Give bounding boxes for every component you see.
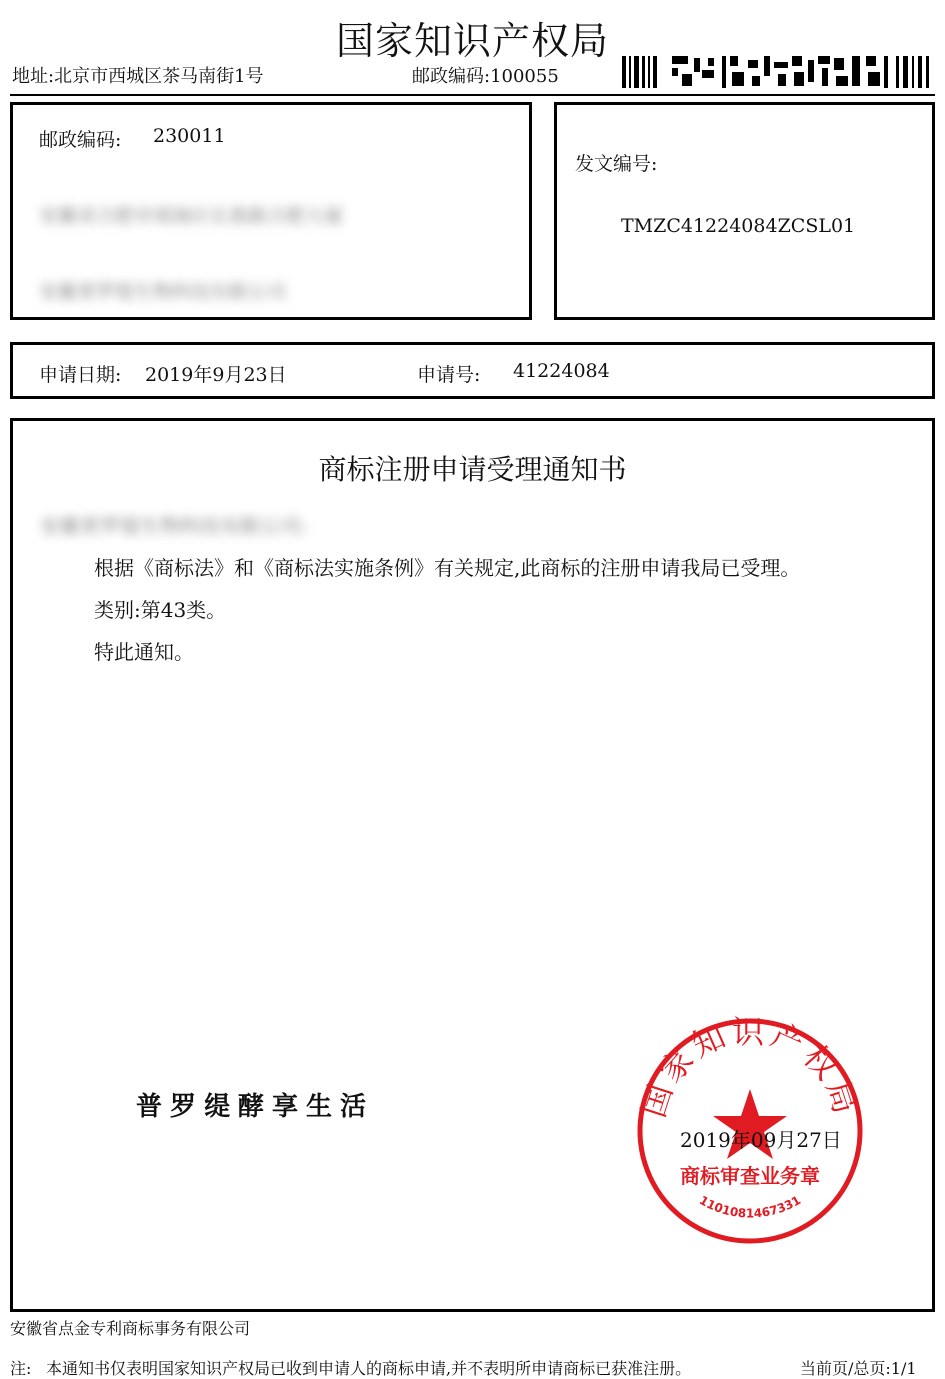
notice-title: 商标注册申请受理通知书: [318, 453, 627, 486]
recipient-postal-value: 230011: [153, 125, 226, 147]
application-date-label: 申请日期:: [39, 364, 122, 386]
header-postal: 邮政编码:100055: [412, 66, 559, 87]
application-date-value: 2019年9月23日: [145, 364, 287, 386]
seal-code: 1101081467331: [696, 1192, 804, 1221]
header-divider: [10, 94, 935, 96]
doc-number-value: TMZC41224084ZCSL01: [621, 215, 856, 237]
recipient-name: 安徽普罗缇生物科技有限公司: [39, 281, 287, 303]
trademark-text: 普罗缇酵享生活: [136, 1092, 375, 1122]
doc-number-label: 发文编号:: [575, 153, 658, 175]
seal-bottom-text: 商标审查业务章: [680, 1164, 820, 1188]
notice-closing: 特此通知。: [94, 640, 194, 664]
seal-top-text: 国家知识产权局: [634, 1015, 866, 1122]
doc-number-box: [554, 102, 935, 320]
notice-date: 2019年09月27日: [680, 1128, 842, 1152]
notice-category: 类别:第43类。: [94, 598, 227, 622]
application-number-label: 申请号:: [417, 364, 481, 386]
footer-agency: 安徽省点金专利商标事务有限公司: [10, 1319, 251, 1338]
application-box: [10, 342, 935, 399]
recipient-postal-label: 邮政编码:: [39, 129, 122, 151]
footer-note-label: 注:: [10, 1359, 32, 1378]
agency-title: 国家知识产权局: [335, 19, 609, 63]
footer-page: 当前页/总页:1/1: [800, 1359, 917, 1378]
header-address: 地址:北京市西城区茶马南街1号: [12, 66, 264, 87]
recipient-box: [10, 102, 532, 320]
footer-note: 本通知书仅表明国家知识产权局已收到申请人的商标申请,并不表明所申请商标已获准注册。: [46, 1359, 692, 1378]
svg-text:1101081467331: [697, 1193, 803, 1221]
application-number-value: 41224084: [513, 360, 610, 382]
notice-addressee: 安徽普罗缇生物科技有限公司:: [40, 514, 307, 538]
barcode-icon: [622, 54, 932, 90]
recipient-address: 安徽省合肥市瑶海区长淮路合肥大厦: [39, 205, 344, 227]
notice-paragraph: 根据《商标法》和《商标法实施条例》有关规定,此商标的注册申请我局已受理。: [94, 556, 801, 580]
